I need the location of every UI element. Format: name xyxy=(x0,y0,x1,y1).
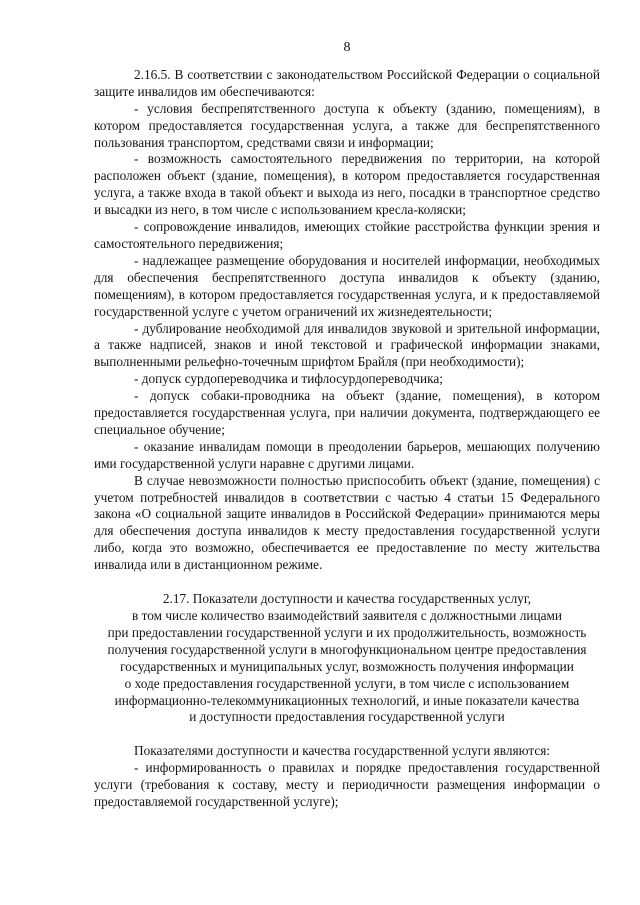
list-item-escort: - сопровождение инвалидов, имеющих стойкие расстройства функции зрения и самостоятельного передвижения; xyxy=(94,219,600,251)
heading-line: и доступности предоставления государственной услуги xyxy=(189,709,505,725)
section-heading-2-17 xyxy=(94,591,600,726)
spacer xyxy=(94,726,600,743)
list-item-barrier-assistance: - оказание инвалидам помощи в преодолении барьеров, мешающих получению ими государственной услуги наравне с другими лицами. xyxy=(94,438,600,471)
list-item-independent-movement: - возможность самостоятельного передвижения по территории, на которой расположен объект (здание, помещения), в котором предоставляется государственная услуга, а также входа в такой объект и выхода из него, посадки в транспортное средство и высадки из него, в том числе с использованием кресла-коляски; xyxy=(94,151,600,218)
paragraph-indicators-intro: Показателями доступности и качества государственной услуги являются: xyxy=(134,743,551,759)
list-item-equipment-placement: - надлежащее размещение оборудования и носителей информации, необходимых для обеспечения беспрепятственного доступа инвалидов к объекту (зданию, помещениям), в котором предоставляется государственная услуга, и к предоставляемой государственной услуге с учетом ограничений их жизнедеятельности; xyxy=(94,252,600,319)
heading-line: государственных и муниципальных услуг, возможность получения информации xyxy=(120,658,574,674)
heading-line: при предоставлении государственной услуги и их продолжительность, возможность xyxy=(107,624,587,640)
list-item-sign-interpreter: - допуск сурдопереводчика и тифлосурдопереводчика; xyxy=(134,371,443,387)
list-item-guide-dog: - допуск собаки-проводника на объект (здание, помещения), в котором предоставляется государственная услуга, при наличии документа, подтверждающего ее специальное обучение; xyxy=(94,388,600,437)
list-item-informedness: - информированность о правилах и порядке предоставления государственной услуги (требования к составу, месту и периодичности размещения информации о предоставляемой государственной услуге); xyxy=(94,760,600,810)
paragraph-impossibility: В случае невозможности полностью приспособить объект (здание, помещения) с учетом потребностей инвалидов в соответствии с частью 4 статьи 15 Федерального закона «О социальной защите инвалидов в Российской Федерации» принимаются меры для обеспечения доступа инвалидов к месту предоставления государственной услуги либо, когда это возможно, обеспечивается ее предоставление по месту жительства инвалида или в дистанционном режиме. xyxy=(94,472,600,573)
paragraph-2-16-5: 2.16.5. В соответствии с законодательством Российской Федерации о социальной защите инвалидов им обеспечиваются: xyxy=(94,66,600,99)
list-item-duplication: - дублирование необходимой для инвалидов звуковой и зрительной информации, а также надписей, знаков и иной текстовой и графической информации знаками, выполненными рельефно-точечным шрифтом Брайля (при необходимости); xyxy=(94,320,600,370)
heading-line: в том числе количество взаимодействий заявителя с должностными лицами xyxy=(131,608,563,623)
heading-line: получения государственной услуги в многофункциональном центре предоставления xyxy=(107,641,587,657)
list-item-access-conditions: - условия беспрепятственного доступа к объекту (зданию, помещениям), в котором предоставляется государственная услуга, а также для беспрепятственного пользования транспортом, средствами связи и информации; xyxy=(94,100,600,150)
page-number: 8 xyxy=(343,40,351,55)
heading-line: 2.17. Показатели доступности и качества государственных услуг, xyxy=(162,591,532,607)
heading-line: о ходе предоставления государственной услуги, в том числе с использованием xyxy=(124,675,570,691)
document-page xyxy=(94,40,600,811)
heading-line: информационно-телекоммуникационных технологий, и иные показатели качества xyxy=(114,692,580,708)
